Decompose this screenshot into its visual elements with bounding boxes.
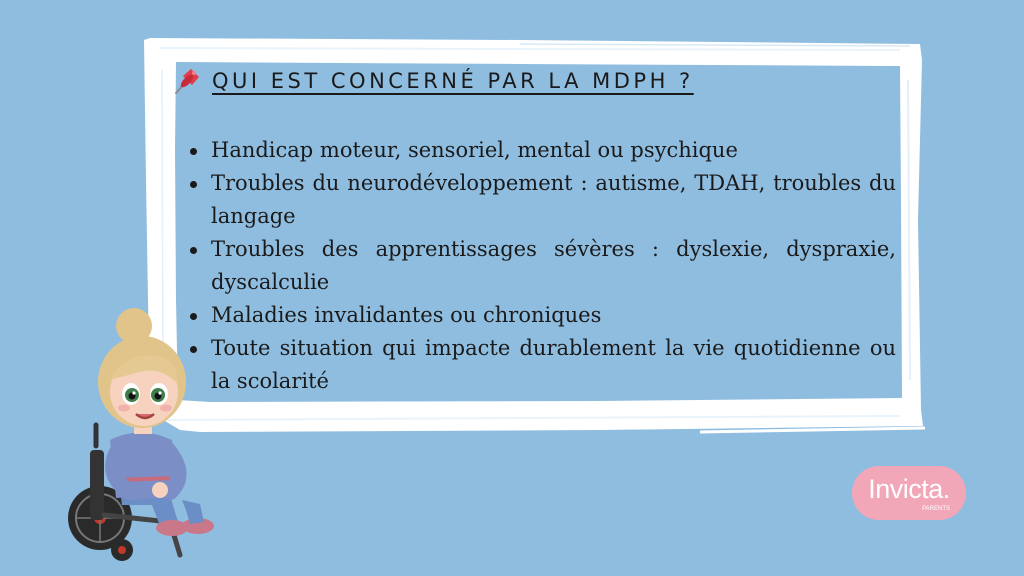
list-item-text: Toute situation qui impacte durablement la vie quotidienne ou la scolarité	[211, 336, 896, 393]
criteria-list	[188, 134, 896, 398]
pushpin-icon	[172, 66, 202, 96]
logo-name: Invicta.	[868, 474, 950, 504]
list-item	[188, 134, 896, 167]
list-item-text: Maladies invalidantes ou chroniques	[211, 303, 602, 327]
bullet	[190, 181, 197, 188]
list-item	[188, 167, 896, 233]
list-item	[188, 299, 896, 332]
invicta-logo	[852, 466, 966, 520]
list-item-text: Troubles des apprentissages sévères : dyslexie, dyspraxie, dyscalculie	[211, 237, 896, 294]
list-item	[188, 332, 896, 398]
list-item-text: Handicap moteur, sensoriel, mental ou psychique	[211, 138, 738, 162]
list-item	[188, 233, 896, 299]
girl-in-wheelchair-illustration	[60, 300, 230, 570]
bullet	[190, 247, 197, 254]
logo-tagline: PARENTS	[922, 506, 950, 512]
page-title: QUI EST CONCERNÉ PAR LA MDPH ?	[212, 69, 694, 93]
bullet	[190, 148, 197, 155]
title-row	[172, 66, 694, 96]
list-item-text: Troubles du neurodéveloppement : autisme, TDAH, troubles du langage	[211, 171, 896, 228]
